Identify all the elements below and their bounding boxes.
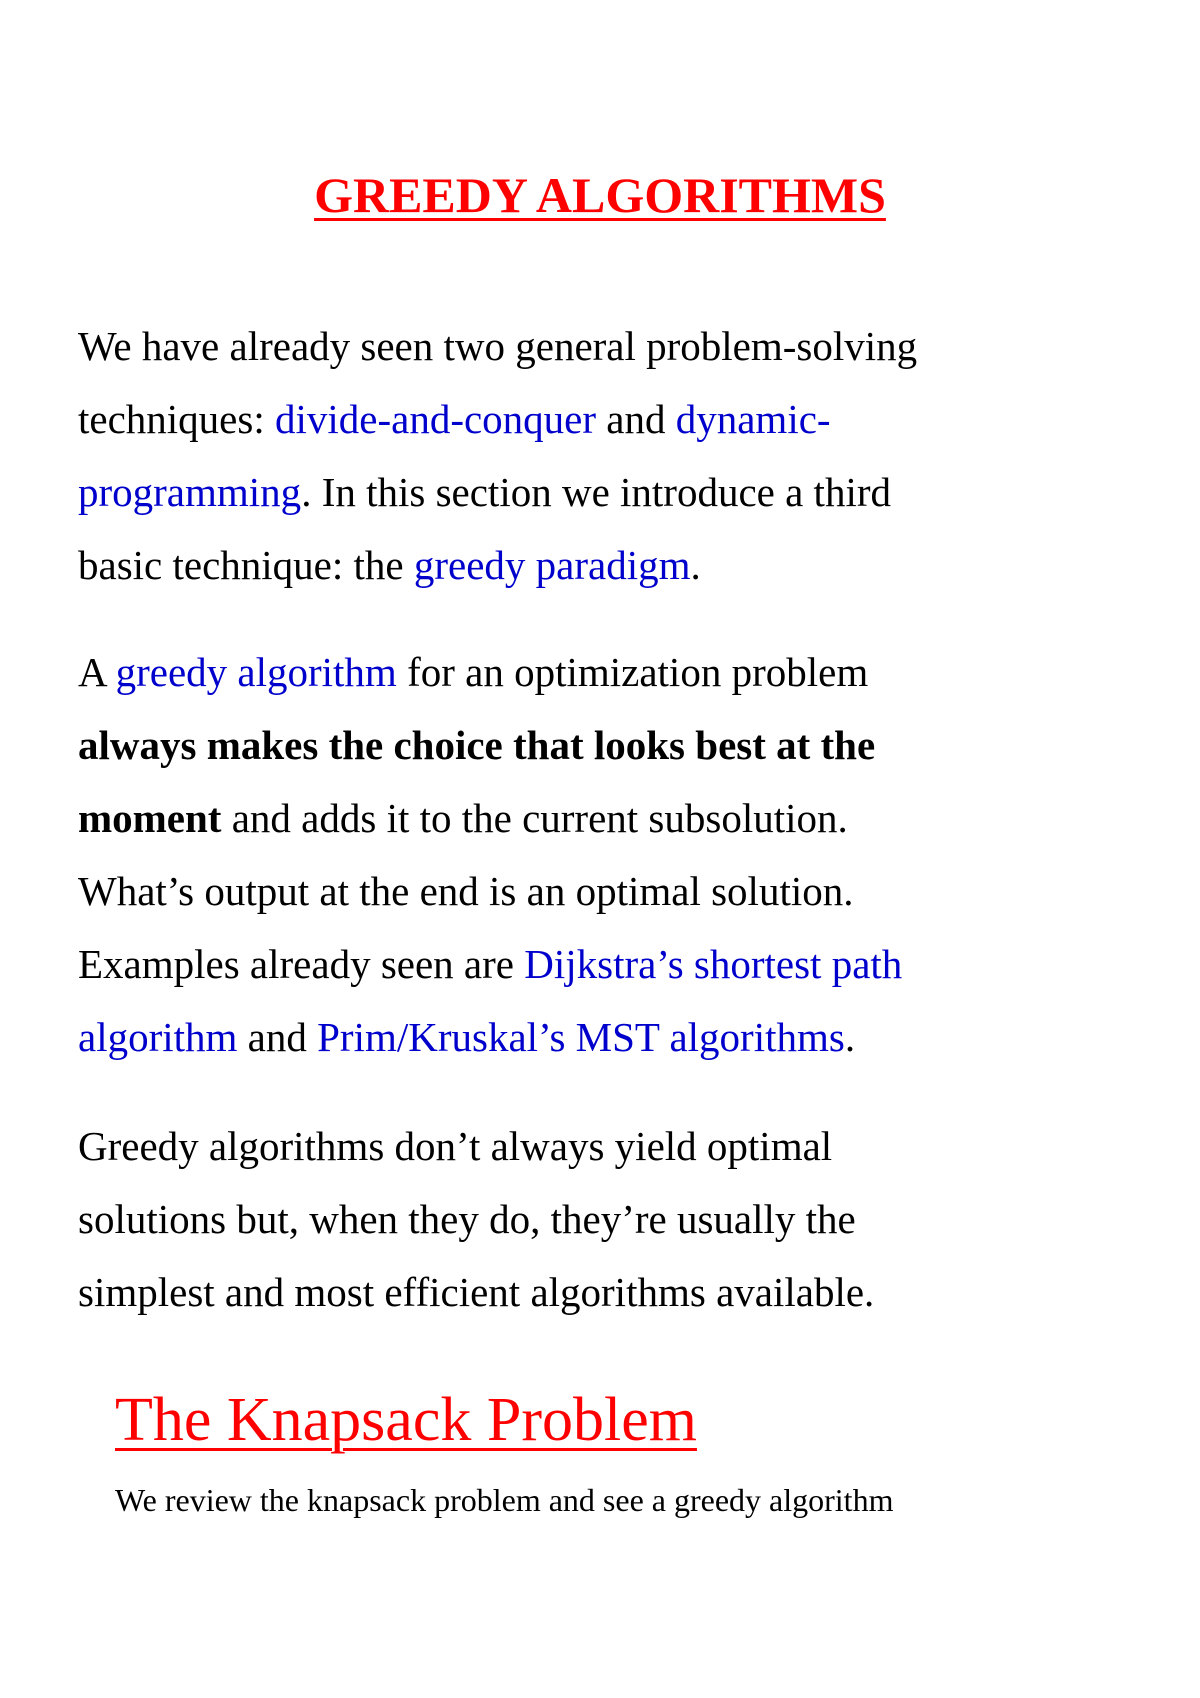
page-title: GREEDY ALGORITHMS [314,167,886,223]
term-greedy-algorithm: greedy algorithm [115,649,397,695]
term-dijkstra-part2: algorithm [78,1014,238,1060]
paragraph-caveat [78,1110,1118,1329]
section-heading-knapsack: The Knapsack Problem [115,1386,697,1454]
text-segment: and adds it to the current subsolution. [221,795,848,841]
term-prim-kruskal: Prim/Kruskal’s MST algorithms [317,1014,845,1060]
intro-line-3 [78,456,1118,529]
term-dynamic-programming-part1: dynamic- [675,396,831,442]
text-segment: . [844,1014,856,1060]
paragraph-definition [78,636,1118,1074]
text-segment: and [596,396,676,442]
text-segment: basic technique: the [78,542,414,588]
paragraph-intro [78,310,1118,602]
caveat-line-2: solutions but, when they do, they’re usually the [78,1196,856,1242]
intro-line-4 [78,529,1118,602]
text-segment: A [78,649,116,695]
term-divide-and-conquer: divide-and-conquer [274,396,597,442]
definition-line-5 [78,928,1118,1001]
text-segment: Examples already seen are [78,941,525,987]
definition-line-6 [78,1001,1118,1074]
definition-line-2-emphasis: always makes the choice that looks best at the [78,722,876,768]
text-segment: for an optimization problem [396,649,869,695]
text-segment: . In this section we introduce a third [301,469,891,515]
text-segment: . [690,542,701,588]
caveat-line-1: Greedy algorithms don’t always yield optimal [78,1123,833,1169]
intro-line-1: We have already seen two general problem-solving [78,323,918,369]
text-segment: and [237,1014,318,1060]
term-dijkstra-part1: Dijkstra’s shortest path [524,941,903,987]
definition-line-3 [78,782,1118,855]
intro-line-2 [78,383,1118,456]
text-segment: techniques: [78,396,275,442]
term-greedy-paradigm: greedy paradigm [413,542,691,588]
definition-line-1 [78,636,1118,709]
emphasis-moment: moment [78,795,222,841]
term-dynamic-programming-part2: programming [78,469,302,515]
definition-line-4: What’s output at the end is an optimal solution. [78,868,854,914]
caveat-line-3: simplest and most efficient algorithms available. [78,1269,875,1315]
section-intro-note: We review the knapsack problem and see a greedy algorithm [115,1482,894,1518]
